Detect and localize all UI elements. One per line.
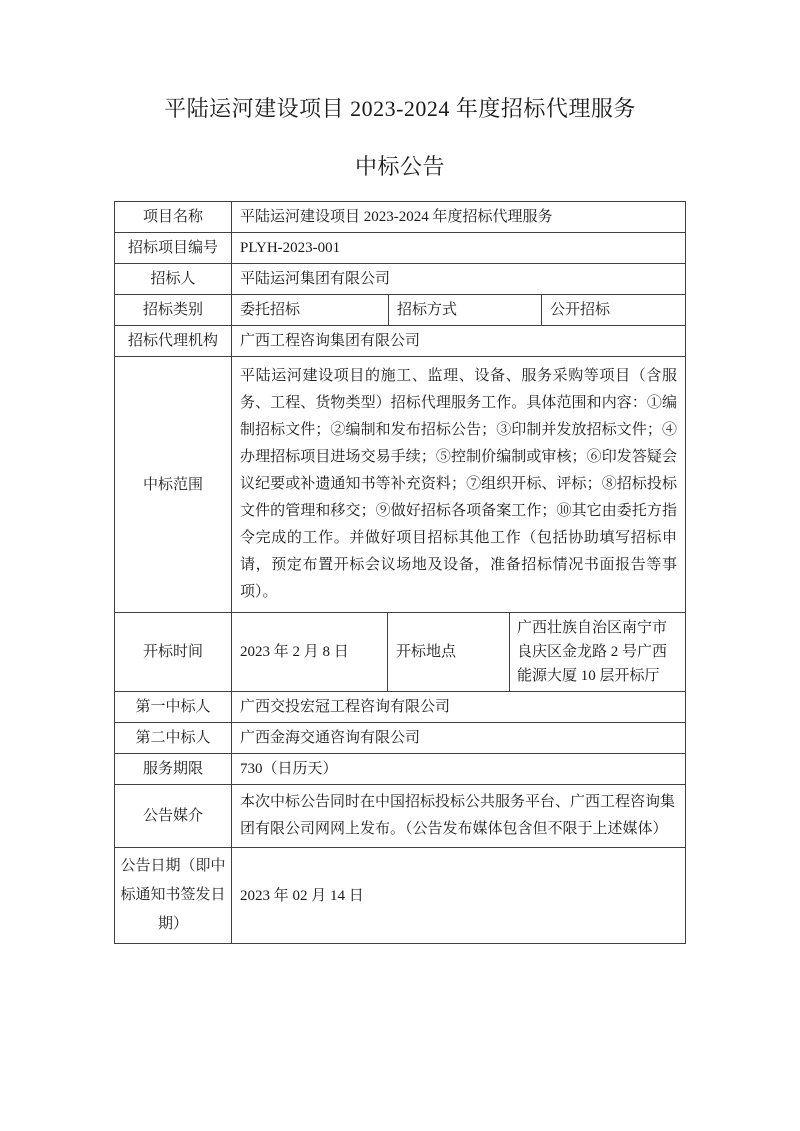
winner2-label: 第二中标人 xyxy=(115,723,232,753)
opening-time-value: 2023 年 2 月 8 日 xyxy=(232,613,388,691)
winner2-value: 广西金海交通咨询有限公司 xyxy=(240,730,421,746)
tenderer-label: 招标人 xyxy=(115,264,232,294)
document-title-line2: 中标公告 xyxy=(354,154,445,179)
tenderer-value: 平陆运河集团有限公司 xyxy=(240,271,391,287)
project-name-value: 平陆运河建设项目 2023-2024 年度招标代理服务 xyxy=(240,209,553,225)
table-row-project-code xyxy=(115,233,685,264)
service-period-label: 服务期限 xyxy=(115,754,232,784)
table-row-opening xyxy=(115,613,685,692)
table-row-tenderer xyxy=(115,264,685,295)
opening-time-label: 开标时间 xyxy=(115,613,232,691)
table-row-category xyxy=(115,295,685,326)
table-row-winner1 xyxy=(115,692,685,723)
category-value: 委托招标 xyxy=(232,295,389,325)
scope-value: 平陆运河建设项目的施工、监理、设备、服务采购等项目（含服务、工程、货物类型）招标代理服务工作。具体范围和内容：①编制招标文件；②编制和发布招标公告；③印制并发放招标文件；④办理招标项目进场交易手续；⑤控制价编制或审核；⑥印发答疑会议纪要或补遗通知书等补充资料；⑦组织开标、评标；⑧招标投标文件的管理和移交；⑨做好招标各项备案工作；⑩其它由委托方指令完成的工作。并做好项目招标其他工作（包括协助填写招标申请，预定布置开标会议场地及设备，准备招标情况书面报告等事项）。 xyxy=(240,368,677,600)
winner1-value: 广西交投宏冠工程咨询有限公司 xyxy=(240,699,451,715)
announce-date-value: 2023 年 02 月 14 日 xyxy=(240,887,364,904)
media-value: 本次中标公告同时在中国招标投标公共服务平台、广西工程咨询集团有限公司网网上发布。（公告发布媒体包含但不限于上述媒体） xyxy=(240,794,676,837)
table-row-announce-date xyxy=(115,848,685,943)
table-row-agency xyxy=(115,326,685,357)
table-row-media xyxy=(115,785,685,848)
table-row-winner2 xyxy=(115,723,685,754)
service-period-value: 730（日历天） xyxy=(240,761,338,777)
document-title-line1: 平陆运河建设项目 2023-2024 年度招标代理服务 xyxy=(164,96,636,121)
project-code-value: PLYH-2023-001 xyxy=(240,240,341,256)
bid-method-label: 招标方式 xyxy=(389,295,542,325)
announce-date-label: 公告日期（即中标通知书签发日期） xyxy=(115,848,232,943)
agency-label: 招标代理机构 xyxy=(115,326,232,356)
opening-place-value: 广西壮族自治区南宁市良庆区金龙路 2 号广西能源大厦 10 层开标厅 xyxy=(517,620,668,684)
table-row-service-period xyxy=(115,754,685,785)
opening-place-label: 开标地点 xyxy=(388,613,510,691)
announcement-table xyxy=(114,201,686,944)
winner1-label: 第一中标人 xyxy=(115,692,232,722)
category-label: 招标类别 xyxy=(115,295,232,325)
table-row-scope xyxy=(115,357,685,613)
project-code-label: 招标项目编号 xyxy=(115,233,232,263)
agency-value: 广西工程咨询集团有限公司 xyxy=(240,333,421,349)
table-row-project-name xyxy=(115,202,685,233)
project-name-label: 项目名称 xyxy=(115,202,232,232)
bid-method-value: 公开招标 xyxy=(550,302,611,318)
media-label: 公告媒介 xyxy=(115,785,232,847)
scope-label: 中标范围 xyxy=(115,357,232,612)
